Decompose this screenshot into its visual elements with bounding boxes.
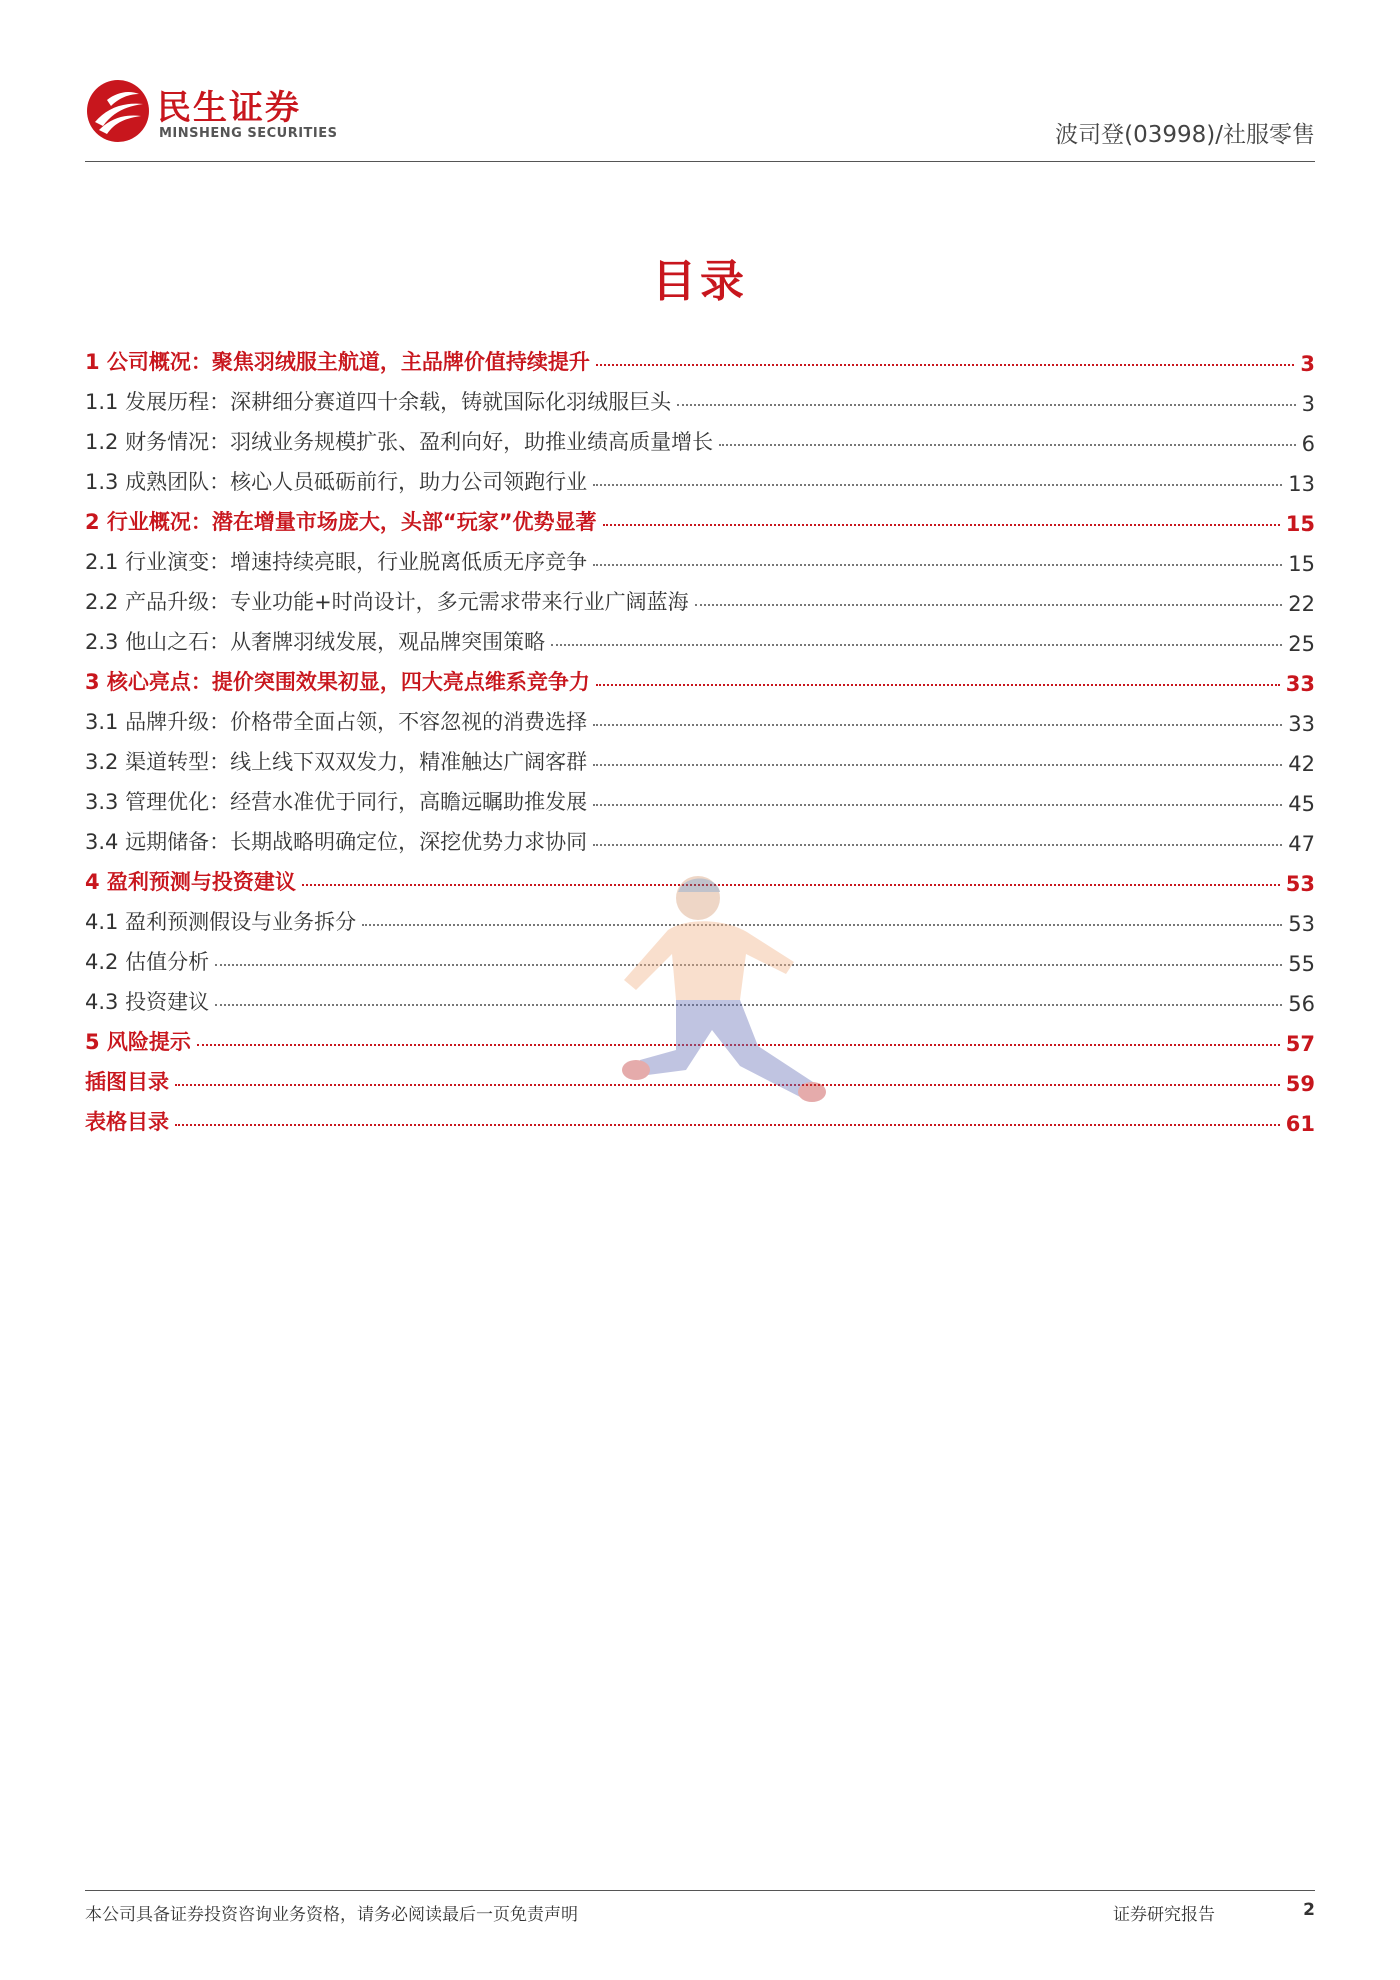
toc-subsection-entry[interactable] [85, 736, 1315, 776]
toc-subsection-entry[interactable] [85, 776, 1315, 816]
toc-entry-page: 56 [1288, 992, 1315, 1016]
toc-entry-label: 3.4 远期储备：长期战略明确定位，深挖优势力求协同 [85, 830, 588, 854]
toc-entry-label: 2.3 他山之石：从奢牌羽绒发展，观品牌突围策略 [85, 630, 546, 654]
toc-section-entry[interactable] [85, 336, 1315, 376]
toc-title: 目录 [652, 256, 748, 307]
toc-entry-page: 55 [1288, 952, 1315, 976]
toc-entry-page: 53 [1288, 912, 1315, 936]
toc-dot-leader [593, 844, 1282, 846]
toc-entry-page: 61 [1285, 1112, 1315, 1136]
toc-subsection-entry[interactable] [85, 816, 1315, 856]
toc-entry-label: 1.1 发展历程：深耕细分赛道四十余载，铸就国际化羽绒服巨头 [85, 390, 672, 414]
toc-entry-label: 5 风险提示 [85, 1030, 191, 1054]
toc-entry-label: 3 核心亮点：提价突围效果初显，四大亮点维系竞争力 [85, 670, 590, 694]
footer-divider [85, 1890, 1315, 1891]
toc-entry-label: 插图目录 [85, 1070, 169, 1094]
footer-page-number: 2 [1303, 1900, 1315, 1920]
footer-report-type: 证券研究报告 [1113, 1905, 1215, 1925]
toc-dot-leader [593, 724, 1282, 726]
toc-entry-label: 2 行业概况：潜在增量市场庞大，头部“玩家”优势显著 [85, 510, 597, 534]
toc-entry-page: 33 [1288, 712, 1315, 736]
page-header [85, 70, 1315, 160]
toc-entry-page: 47 [1288, 832, 1315, 856]
toc-subsection-entry[interactable] [85, 376, 1315, 416]
toc-section-entry[interactable] [85, 656, 1315, 696]
toc-entry-page: 59 [1285, 1072, 1315, 1096]
toc-entry-page: 15 [1288, 552, 1315, 576]
watermark-runner-icon [580, 870, 830, 1110]
toc-entry-page: 15 [1285, 512, 1315, 536]
header-divider [85, 161, 1315, 162]
toc-dot-leader [593, 484, 1282, 486]
toc-entry-page: 57 [1285, 1032, 1315, 1056]
footer-disclaimer: 本公司具备证券投资咨询业务资格，请务必阅读最后一页免责声明 [85, 1905, 578, 1925]
toc-dot-leader [719, 444, 1296, 446]
toc-section-entry[interactable] [85, 496, 1315, 536]
toc-entry-label: 1.3 成熟团队：核心人员砥砺前行，助力公司领跑行业 [85, 470, 588, 494]
logo-text-en: MINSHENG SECURITIES [159, 126, 338, 141]
toc-dot-leader [551, 644, 1282, 646]
company-logo [85, 78, 365, 148]
toc-entry-page: 53 [1285, 872, 1315, 896]
toc-entry-page: 3 [1300, 352, 1315, 376]
toc-entry-label: 4 盈利预测与投资建议 [85, 870, 296, 894]
toc-dot-leader [677, 404, 1296, 406]
toc-entry-label: 4.1 盈利预测假设与业务拆分 [85, 910, 357, 934]
toc-subsection-entry[interactable] [85, 456, 1315, 496]
toc-entry-page: 6 [1301, 432, 1315, 456]
toc-entry-label: 1.2 财务情况：羽绒业务规模扩张、盈利向好，助推业绩高质量增长 [85, 430, 714, 454]
toc-entry-label: 3.3 管理优化：经营水准优于同行，高瞻远瞩助推发展 [85, 790, 588, 814]
toc-dot-leader [175, 1124, 1280, 1126]
toc-dot-leader [593, 764, 1282, 766]
logo-text-cn: 民生证券 [157, 88, 301, 128]
toc-entry-page: 45 [1288, 792, 1315, 816]
toc-entry-page: 13 [1288, 472, 1315, 496]
toc-dot-leader [603, 524, 1280, 526]
toc-entry-label: 3.1 品牌升级：价格带全面占领，不容忽视的消费选择 [85, 710, 588, 734]
toc-dot-leader [695, 604, 1283, 606]
toc-subsection-entry[interactable] [85, 616, 1315, 656]
toc-entry-label: 表格目录 [85, 1110, 169, 1134]
toc-entry-page: 33 [1285, 672, 1315, 696]
toc-entry-label: 2.1 行业演变：增速持续亮眼，行业脱离低质无序竞争 [85, 550, 588, 574]
toc-entry-page: 25 [1288, 632, 1315, 656]
toc-subsection-entry[interactable] [85, 696, 1315, 736]
toc-subsection-entry[interactable] [85, 576, 1315, 616]
toc-dot-leader [596, 364, 1294, 366]
toc-entry-page: 22 [1288, 592, 1315, 616]
toc-entry-page: 42 [1288, 752, 1315, 776]
toc-subsection-entry[interactable] [85, 536, 1315, 576]
toc-entry-label: 1 公司概况：聚焦羽绒服主航道，主品牌价值持续提升 [85, 350, 590, 374]
toc-entry-label: 4.3 投资建议 [85, 990, 210, 1014]
minsheng-logo-icon [85, 78, 151, 144]
toc-entry-label: 2.2 产品升级：专业功能+时尚设计，多元需求带来行业广阔蓝海 [85, 590, 689, 614]
report-subject: 波司登(03998)/社服零售 [1055, 122, 1315, 148]
toc-dot-leader [593, 804, 1282, 806]
toc-entry-label: 4.2 估值分析 [85, 950, 210, 974]
toc-dot-leader [593, 564, 1282, 566]
page-footer [85, 1900, 1315, 1930]
toc-dot-leader [596, 684, 1280, 686]
toc-entry-page: 3 [1301, 392, 1315, 416]
toc-subsection-entry[interactable] [85, 416, 1315, 456]
toc-entry-label: 3.2 渠道转型：线上线下双双发力，精准触达广阔客群 [85, 750, 588, 774]
